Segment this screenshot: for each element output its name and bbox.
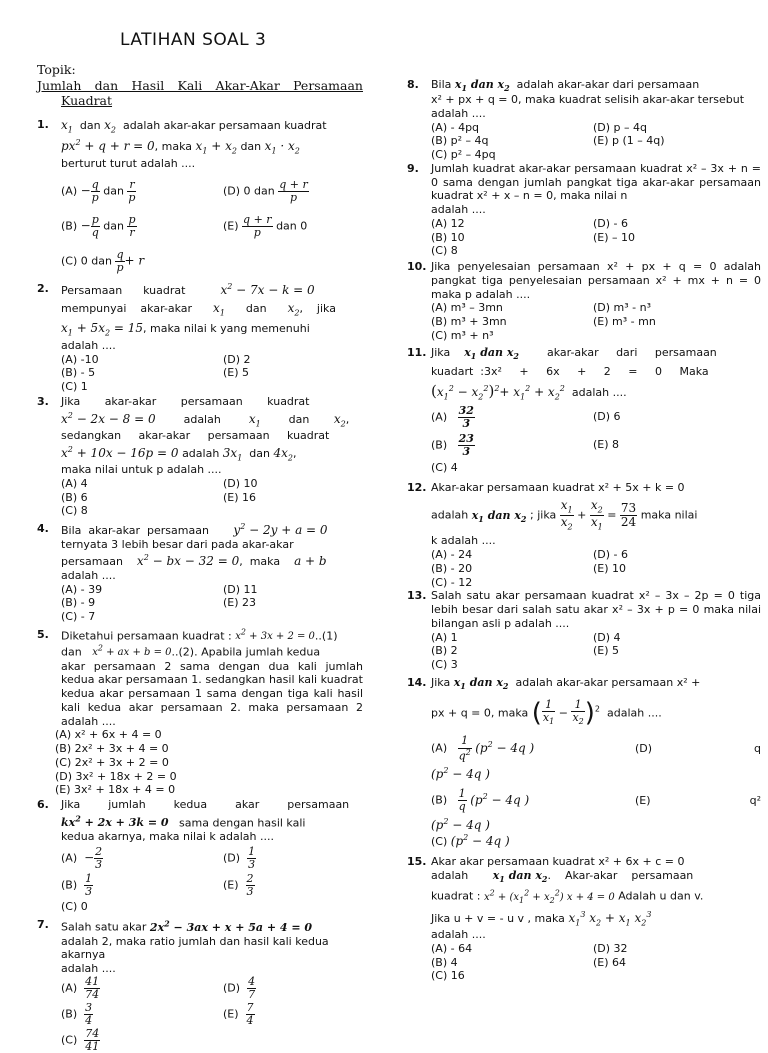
options xyxy=(431,301,761,342)
option: (C) m³ + n³ xyxy=(431,328,494,342)
option: (E) 16 xyxy=(223,490,257,504)
question-4: 4. Bila akar-akar persamaan $y^2 - 2y + a = 0$ ternyata 3 lebih besar dari pada akar-akar persamaan $x^2$ − bx − 32 = 0, maka a + b adalah .... (A) - 39 (D) 11 (B) - 9 (E) 23 (C) - 7 xyxy=(37,522,363,624)
option: (C) 16 xyxy=(431,969,465,983)
option-label: (B) xyxy=(61,878,78,892)
options xyxy=(431,548,761,589)
text: Akar-akar persamaan kuadrat x² + 5x + k = 0 xyxy=(431,481,685,495)
option: (E) 5 xyxy=(223,366,250,380)
text: adalah 2, maka ratio jumlah dan hasil kali kedua akarnya xyxy=(61,934,329,962)
text: Jika xyxy=(431,675,451,689)
text: Jika jumlah kedua akar persamaan xyxy=(61,798,350,812)
option-label: (C) 0 dan xyxy=(61,254,112,268)
option: (C) p² – 4pq xyxy=(431,148,496,162)
text: ..(1) xyxy=(314,629,338,643)
topic-line-2: Kuadrat xyxy=(61,93,113,109)
option: (B) 2 xyxy=(431,644,458,658)
option: (E) 10 xyxy=(593,561,627,575)
option: (C) 3 xyxy=(431,658,458,672)
option: (E) 3x² + 18x + 4 = 0 xyxy=(55,783,176,797)
option: (D) 4 xyxy=(593,630,621,644)
text: maka nilai xyxy=(640,508,698,522)
text: x² + px + q = 0, maka kuadrat selisih akar-akar tersebut adalah .... xyxy=(431,93,745,120)
question-number: 3. xyxy=(37,394,49,408)
option-label: (A) xyxy=(61,184,78,198)
option-label: (A) xyxy=(61,851,78,865)
text: sama dengan hasil kali xyxy=(179,816,306,830)
options xyxy=(431,631,761,672)
option: (D) - 6 xyxy=(593,548,629,562)
question-1: 1. $x_1$ dan $x_2$ adalah akar-akar persamaan kuadrat $px^2 + q + r = 0$, maka $x_1 + x_2$ dan $x_1 \cdot x_2$ berturut turut adalah .... (A) − $\frac{q}{p}$ dan $\frac{r}{p}$ (D) 0 dan $\frac{q + r}{p}$ (B) − $\frac{p}{q}$ dan $\frac{p}{r}$ (E) $\frac{q + r}{p}$ dan 0 (C) 0 dan $\frac{q}{p}$ + r xyxy=(37,118,363,274)
option: (A) - 4pq xyxy=(431,120,480,134)
text: dan xyxy=(249,446,270,460)
option: (B) 4 xyxy=(431,955,458,969)
option: (D) 32 xyxy=(593,941,628,955)
question-number: 4. xyxy=(37,522,49,536)
text: adalah .... xyxy=(61,568,116,582)
text: adalah .... xyxy=(61,962,116,975)
question-3: 3. Jika akar-akar persamaan kuadrat $x^2 - 2x - 8 = 0$ adalah $x_1$ dan $x_2$, sedangkan akar-akar persamaan kuadrat $x^2 + 10x - 16p = 0$ adalah $3x_1$ dan $4x_2$, maka nilai untuk p adalah .... (A) 4 (D) 10 (B) 6 (E) 16 (C) 8 xyxy=(37,395,363,518)
text: ternyata 3 lebih besar dari pada akar-akar xyxy=(61,538,294,552)
options xyxy=(431,217,761,258)
question-number: 9. xyxy=(407,161,419,175)
text: Bila xyxy=(431,78,452,91)
question-number: 12. xyxy=(407,481,427,495)
topic-line-1: Jumlah dan Hasil Kali Akar-Akar Persamaan xyxy=(37,77,363,93)
page-title: LATIHAN SOAL 3 xyxy=(120,30,267,50)
question-number: 11. xyxy=(407,345,427,359)
text: kuadrat : xyxy=(431,889,481,903)
option-label: (E) xyxy=(223,1007,239,1021)
left-column xyxy=(37,118,363,1053)
option-label: (C) xyxy=(431,835,448,849)
question-number: 15. xyxy=(407,855,427,869)
option: (E) 64 xyxy=(593,955,627,969)
text: adalah akar-akar dari persamaan xyxy=(516,78,700,91)
text: Jika akar-akar persamaan kuadrat xyxy=(61,394,310,408)
option: (A) - 39 xyxy=(61,582,103,596)
option: (A) - 24 xyxy=(431,548,473,562)
option-label: (C) xyxy=(61,1033,78,1047)
text: adalah .... xyxy=(61,338,116,352)
option: (B) 6 xyxy=(61,490,88,504)
option: (B) p² – 4q xyxy=(431,134,489,148)
option: (A) 4 xyxy=(61,476,88,490)
options xyxy=(61,583,363,624)
question-15: 15. Akar akar persamaan kuadrat x² + 6x + c = 0 adalah $x_1$ dan $x_2$. Akar-akar persamaan kuadrat : $x^2 + (x_1^2 + x_2^2) x + 4 = 0$ Adalah u dan v. Jika u + v = - u v , maka $x_1^3$ $x_2 + x_1$ $x_2^3$ adalah .... (A) - 64 (D) 32 (B) 4 (E) 64 (C) 16 xyxy=(407,855,761,983)
right-column xyxy=(407,78,761,983)
question-number: 8. xyxy=(407,78,419,91)
option-label: (E) xyxy=(223,878,239,892)
question-6: 6. Jika jumlah kedua akar persamaan $kx^2 + 2x + 3k = 0$ sama dengan hasil kali kedua akarnya, maka nilai k adalah .... (A) − $\frac{2}{3}$ (D) $\frac{1}{3}$ (B) $\frac{1}{3}$ (E) $\frac{2}{3}$ (C) 0 xyxy=(37,798,363,914)
text: mempunyai akar-akar xyxy=(61,302,193,316)
option-label: (D) xyxy=(635,742,653,755)
question-12: 12. Akar-akar persamaan kuadrat x² + 5x + k = 0 adalah $x_1$ dan $x_2$ ; jika $\frac{x_1}{x_2}$ + $\frac{x_2}{x_1}$ = $\frac{73}{24}$ maka nilai k adalah .... (A) - 24 (D) - 6 (B) - 20 (E) 10 (C) - 12 xyxy=(407,481,761,589)
option: (D) 3x² + 18x + 2 = 0 xyxy=(55,769,177,783)
option: (A) m³ – 3mn xyxy=(431,301,503,315)
text: adalah .... xyxy=(431,928,486,942)
option: (C) - 7 xyxy=(61,610,96,624)
option: (C) 0 xyxy=(61,900,88,914)
option: (A) 12 xyxy=(431,216,465,230)
text: Salah satu akar persamaan kuadrat x² – 3x – 2p = 0 tiga lebih besar dari salah satu akar x² – 3x + p = 0 maka nilai bilangan asli p adalah .... xyxy=(431,589,761,630)
text: maka nilai untuk p adalah .... xyxy=(61,463,222,477)
text: adalah xyxy=(431,869,469,883)
option: (E) – 10 xyxy=(593,230,636,244)
topic-label: Topik: xyxy=(37,62,76,77)
option: (D) m³ - n³ xyxy=(593,301,652,315)
question-9 xyxy=(407,162,761,258)
option: (D) 6 xyxy=(593,410,621,424)
option: (E) m³ - mn xyxy=(593,315,656,329)
question-number: 7. xyxy=(37,918,49,932)
option: (E) p (1 – 4q) xyxy=(593,134,665,148)
text: , maka xyxy=(239,554,281,568)
option-label: (E) xyxy=(223,219,239,233)
option-label: (B) xyxy=(431,793,448,807)
question-number: 13. xyxy=(407,589,427,603)
option: (C) 2x² + 3x + 2 = 0 xyxy=(55,755,169,769)
options xyxy=(61,353,363,394)
text: Bila akar-akar persamaan xyxy=(61,524,209,538)
text: dan xyxy=(245,302,267,316)
text: adalah xyxy=(431,508,469,522)
text: px + q = 0, maka xyxy=(431,706,529,720)
option-label: (A) xyxy=(431,410,448,424)
topic-block xyxy=(37,62,363,109)
text: dan xyxy=(79,119,101,132)
text: kuadart :3x² + 6x + 2 = 0 Maka xyxy=(431,364,709,378)
option: (B) - 9 xyxy=(61,596,96,610)
option: (C) 4 xyxy=(431,461,458,475)
text: adalah .... xyxy=(431,203,486,217)
text: , maka xyxy=(154,140,193,154)
text: Akar akar persamaan kuadrat x² + 6x + c = 0 xyxy=(431,855,685,869)
text: Salah satu akar xyxy=(61,920,147,934)
text: Diketahui persamaan kuadrat : xyxy=(61,629,232,643)
option: (B) - 5 xyxy=(61,366,96,380)
text: berturut turut adalah .... xyxy=(61,156,196,170)
option: (D) 10 xyxy=(223,476,258,490)
option: (A) x² + 6x + 4 = 0 xyxy=(55,728,162,742)
option: (D) p – 4q xyxy=(593,120,648,134)
options xyxy=(431,942,761,983)
text: Jika u + v = - u v , maka xyxy=(431,911,565,925)
option-label: (D) 0 dan xyxy=(223,184,275,198)
option: (D) 11 xyxy=(223,582,258,596)
option: (D) - 6 xyxy=(593,216,629,230)
question-number: 2. xyxy=(37,282,49,296)
question-11: 11. Jika $x_1$ dan $x_2$ akar-akar dari persamaan kuadart :3x² + 6x + 2 = 0 Maka $(x_1^2 - x_2^2)^2+ x_1^2 + x_2^2$ adalah .... (A) $\frac{32}{3}$ (D) 6 (B) $\frac{23}{3}$ (E) 8 (C) 4 xyxy=(407,346,761,475)
text: adalah akar-akar persamaan x² + xyxy=(515,675,701,689)
text: adalah .... xyxy=(571,385,627,399)
option: (B) 2x² + 3x + 4 = 0 xyxy=(55,742,169,756)
options xyxy=(55,728,363,797)
text: . Akar-akar persamaan xyxy=(547,869,694,883)
option: (E) 23 xyxy=(223,596,257,610)
text: Jika penyelesaian persamaan x² + px + q = 0 adalah pangkat tiga penyelesaian persamaan x² + mx + n = 0 maka p adalah .... xyxy=(431,260,761,301)
option-label: (D) xyxy=(223,851,241,865)
option: (C) 1 xyxy=(61,380,88,394)
text: dan 0 xyxy=(276,219,308,233)
option-label: (A) xyxy=(61,981,78,995)
question-13 xyxy=(407,589,761,672)
question-number: 14. xyxy=(407,675,427,689)
question-8: 8. Bila $x_1$ dan $x_2$ adalah akar-akar dari persamaan x² + px + q = 0, maka kuadrat selisih akar-akar tersebut adalah .... (A) - 4pq (D) p – 4q (B) p² – 4q (E) p (1 – 4q) (C) p² – 4pq xyxy=(407,78,761,162)
option: (E) 8 xyxy=(593,438,620,452)
option: (A) -10 xyxy=(61,352,99,366)
text: Jumlah kuadrat akar-akar persamaan kuadrat x² – 3x + n = 0 sama dengan jumlah pangkat tiga akar-akar persamaan kuadrat x² + x – n = 0, maka nilai n xyxy=(431,161,761,203)
text: ..(2). Apabila jumlah kedua xyxy=(171,645,321,659)
text: dan xyxy=(103,184,124,198)
text: ; jika xyxy=(530,508,557,522)
text: k adalah .... xyxy=(431,534,496,548)
option-label: (E) xyxy=(635,794,651,808)
question-number: 5. xyxy=(37,627,49,641)
options xyxy=(431,121,761,162)
text: dan xyxy=(103,219,124,233)
text: sedangkan akar-akar persamaan kuadrat xyxy=(61,429,330,443)
text: q² xyxy=(749,794,761,808)
option-label: (B) xyxy=(61,219,78,233)
question-14: 14. Jika $x_1$ dan $x_2$ adalah akar-akar persamaan x² + px + q = 0, maka ( $\frac{1}{x_1}$ − $\frac{1}{x_2}$ )$^2$ adalah .... (A) $\frac{1}{q^2}$ ($p^2 - 4q$ ) (D) q ($p^2 - 4q$ ) (B) $\frac{1}{q}$ ($p^2 - 4q$ ) (E) q² ($p^2 - 4q$ ) (C) ($p^2 - 4q$ ) xyxy=(407,675,761,849)
option-label: (B) xyxy=(431,438,448,452)
option-label: (A) xyxy=(431,741,448,755)
text: Adalah u dan v. xyxy=(618,889,704,903)
option: (A) - 64 xyxy=(431,941,473,955)
text: q xyxy=(754,742,761,755)
option-label: (D) xyxy=(223,981,241,995)
text: dan xyxy=(61,645,82,659)
option: (C) - 12 xyxy=(431,575,473,589)
text: dan xyxy=(240,140,262,154)
text: adalah .... xyxy=(607,706,662,720)
option: (E) 5 xyxy=(593,644,620,658)
text: akar-akar dari persamaan xyxy=(546,345,717,359)
question-2: 2. Persamaan kuadrat $x^2 - 7x - k = 0$ mempunyai akar-akar $x_1$ dan $x_2$, jika $x_1 + 5x_2 = 15$, maka nilai k yang memenuhi adalah .... (A) -10 (D) 2 (B) - 5 (E) 5 (C) 1 xyxy=(37,282,363,394)
text: akar persamaan 2 sama dengan dua kali jumlah kedua akar persamaan 1. sedangkan hasil kali kuadrat kedua akar persamaan 1 sama dengan tiga kali hasil kali kedua akar persamaan 2. maka persamaan 2 adalah .... xyxy=(61,659,363,728)
question-number: 10. xyxy=(407,260,427,274)
text: , jika xyxy=(299,302,336,316)
options xyxy=(61,477,363,518)
question-7: 7. Salah satu akar $2x^2 - 3ax + x + 5a + 4 = 0$ adalah 2, maka ratio jumlah dan hasil kali kedua akarnya adalah .... (A) $\frac{41}{74}$ (D) $\frac{4}{7}$ (B) $\frac{3}{4}$ (E) $\frac{7}{4}$ (C) $\frac{74}{41}$ xyxy=(37,918,363,1053)
question-10 xyxy=(407,260,761,343)
option: (B) 10 xyxy=(431,230,465,244)
text: adalah xyxy=(183,412,221,426)
text: Jika xyxy=(431,345,451,359)
question-5: 5. Diketahui persamaan kuadrat : $x^2 + 3x + 2 = 0..(1)$ dan $x^2$ + ax + b = 0..(2). Apabila jumlah kedua akar persamaan 2 sama dengan dua kali jumlah kedua akar persamaan 1. sedangkan hasil kali kuadrat kedua akar persamaan 1 sama dengan tiga kali hasil kali kedua akar persamaan 2. maka persamaan 2 adalah .... (A) x² + 6x + 4 = 0 (B) 2x² + 3x + 4 = 0 (C) 2x² + 3x + 2 = 0 (D) 3x² + 18x + 2 = 0 (E) 3x² + 18x + 4 = 0 xyxy=(37,627,363,797)
text: adalah akar-akar persamaan kuadrat xyxy=(122,119,327,132)
text: kedua akarnya, maka nilai k adalah .... xyxy=(61,830,274,844)
question-number: 1. xyxy=(37,118,49,131)
option: (C) 8 xyxy=(61,504,88,518)
option: (C) 8 xyxy=(431,244,458,258)
text: persamaan xyxy=(61,554,123,568)
option: (B) m³ + 3mn xyxy=(431,315,507,329)
option-label: (B) xyxy=(61,1007,78,1021)
text: adalah xyxy=(182,446,220,460)
question-number: 6. xyxy=(37,798,49,812)
option: (A) 1 xyxy=(431,630,458,644)
option: (D) 2 xyxy=(223,352,251,366)
text: dan xyxy=(288,412,310,426)
text: Persamaan kuadrat xyxy=(61,284,186,298)
option: (B) - 20 xyxy=(431,561,473,575)
text: , maka nilai k yang memenuhi xyxy=(143,322,310,336)
